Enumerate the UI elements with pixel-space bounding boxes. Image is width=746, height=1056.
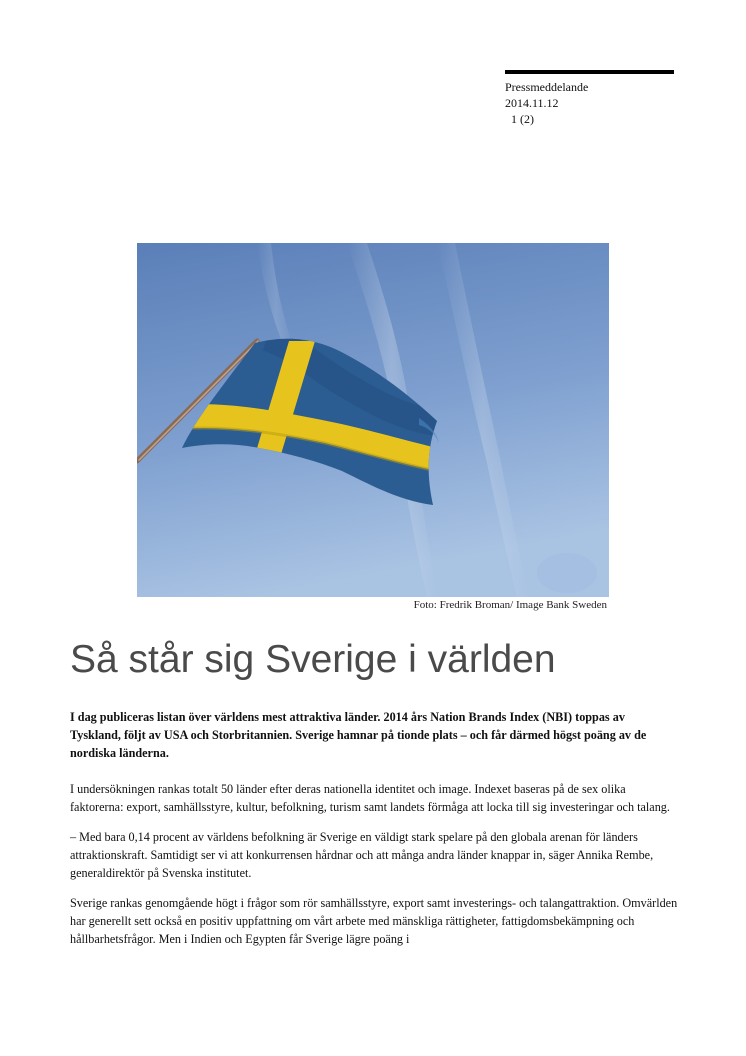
article-body [70,708,678,960]
body-paragraph: I undersökningen rankas totalt 50 länder efter deras nationella identitet och image. Indexet baseras på de sex olika faktorerna: export, samhällsstyre, kultur, befolkning, turism samt landets förmåga att locka till sig investeringar och talang. [70,782,670,814]
page-title: Så står sig Sverige i världen [70,638,556,681]
photo-caption: Foto: Fredrik Broman/ Image Bank Sweden [413,599,607,611]
body-paragraph: Sverige rankas genomgående högt i frågor som rör samhällsstyre, export samt investerings- och talangattraktion. Omvärlden har generellt sett också en positiv uppfattning om vårt arbete med mänskliga rättigheter, fattigdomsbekämpning och hållbarhetsfrågor. Men i Indien och Egypten får Sverige lägre poäng i [70,896,678,946]
document-type: Pressmeddelande [505,80,589,94]
document-header [505,79,588,127]
body-paragraph: – Med bara 0,14 procent av världens befolkning är Sverige en väldigt stark spelare på den globala arenan för länders attraktionskraft. Samtidigt ser vi att konkurrensen hårdnar och att många andra länder knappar in, säger Annika Rembe, generaldirektör på Svenska institutet. [70,830,654,880]
page-number: 1 (2) [511,112,534,126]
header-rule [505,70,674,74]
document-date: 2014.11.12 [505,96,559,110]
swedish-flag-photo [137,243,609,597]
lead-paragraph: I dag publiceras listan över världens mest attraktiva länder. 2014 års Nation Brands Index (NBI) toppas av Tyskland, följt av USA och Storbritannien. Sverige hamnar på tionde plats – och får därmed högst poäng av de nordiska länderna. [70,710,647,760]
